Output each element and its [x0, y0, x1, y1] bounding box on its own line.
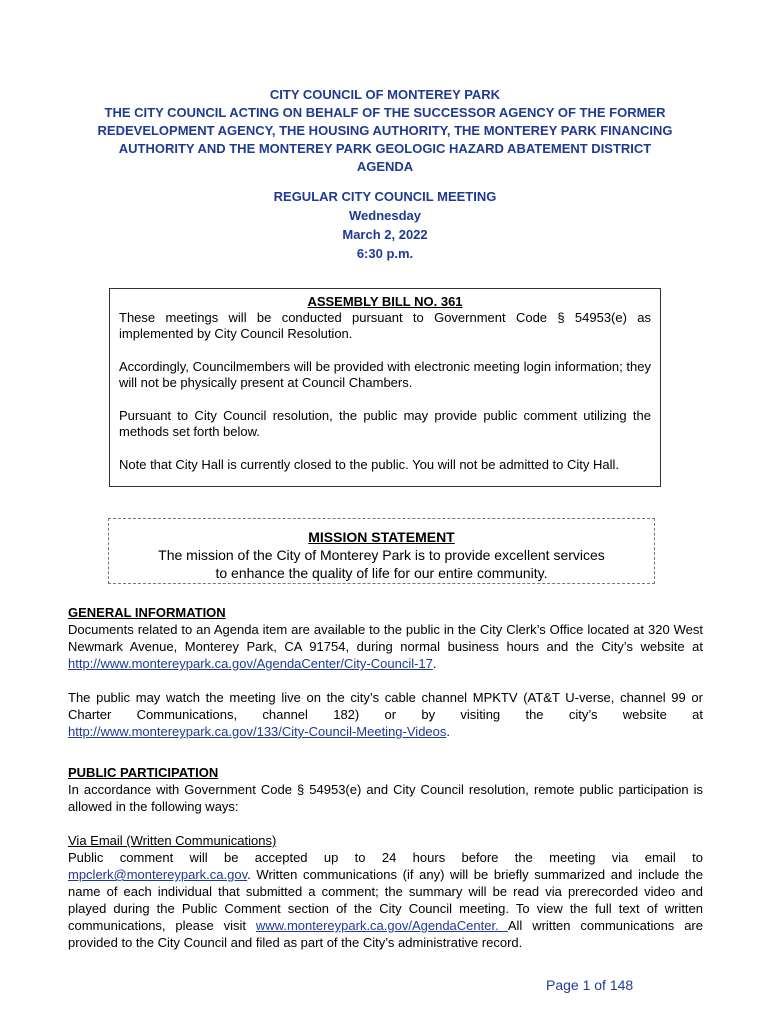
public-participation-intro: In accordance with Government Code § 54953(e) and City Council resolution, remote public participation is allowed in the following ways: — [68, 782, 703, 814]
general-info-para-1 — [68, 621, 703, 672]
header-line-3: REDEVELOPMENT AGENCY, THE HOUSING AUTHORITY, THE MONTEREY PARK FINANCING — [97, 123, 673, 138]
assembly-bill-box — [109, 288, 661, 487]
meeting-date: March 2, 2022 — [342, 227, 428, 242]
assembly-bill-title: ASSEMBLY BILL NO. 361 — [307, 294, 463, 309]
email-text-1: Public comment will be accepted up to 24 hours before the meeting via email to — [68, 850, 703, 865]
assembly-bill-para-4: Note that City Hall is currently closed to the public. You will not be admitted to City Hall. — [119, 457, 620, 472]
mission-line-2: to enhance the quality of life for our entire community. — [215, 565, 548, 581]
header-line-2: THE CITY COUNCIL ACTING ON BEHALF OF THE SUCCESSOR AGENCY OF THE FORMER — [104, 105, 666, 120]
assembly-bill-para-3: Pursuant to City Council resolution, the public may provide public comment utilizing the methods set forth below. — [119, 408, 651, 439]
email-section-title: Via Email (Written Communications) — [68, 833, 277, 848]
meeting-time: 6:30 p.m. — [356, 246, 414, 261]
general-info-para-2 — [68, 689, 703, 740]
meeting-videos-link[interactable]: http://www.montereypark.ca.gov/133/City-Council-Meeting-Videos — [68, 724, 447, 739]
general-info-text-1: Documents related to an Agenda item are available to the public in the City Clerk’s Office located at 320 West Newmark Avenue, Monterey Park, CA 91754, during normal business hours and the City’s website at — [68, 622, 703, 654]
agenda-center-link-2[interactable]: www.montereypark.ca.gov/AgendaCenter. — [255, 918, 508, 933]
general-information-title: GENERAL INFORMATION — [68, 605, 226, 620]
mission-statement-box — [108, 518, 655, 584]
general-information-section — [68, 604, 703, 740]
page-number: Page 1 of 148 — [546, 977, 634, 993]
assembly-bill-para-2: Accordingly, Councilmembers will be provided with electronic meeting login information; they will not be physically present at Council Chambers. — [119, 359, 651, 390]
general-info-end-2: . — [446, 724, 451, 739]
email-text-3: All written communications are provided to the City Council and filed as part of the City’s administrative record. — [68, 918, 703, 950]
meeting-day: Wednesday — [348, 208, 421, 223]
mission-line-1: The mission of the City of Monterey Park is to provide excellent services — [158, 547, 605, 563]
public-participation-section — [68, 764, 703, 951]
header-line-1: CITY COUNCIL OF MONTEREY PARK — [269, 87, 501, 102]
email-text-2: . Written communications (if any) will be briefly summarized and include the name of each individual that submitted a comment; the summary will be read via prerecorded video and played during the Public Comment section of the City Council meeting. To view the full text of written communications, please visit — [68, 867, 703, 933]
agenda-center-link[interactable]: http://www.montereypark.ca.gov/AgendaCenter/City-Council-17 — [68, 656, 433, 671]
header-line-5: AGENDA — [356, 159, 414, 174]
general-info-text-2: The public may watch the meeting live on the city’s cable channel MPKTV (AT&T U-verse, channel 99 or Charter Communications, channel 182) or by visiting the city’s website at — [68, 690, 703, 722]
general-info-end-1: . — [432, 656, 437, 671]
meeting-type: REGULAR CITY COUNCIL MEETING — [273, 189, 497, 204]
mission-title: MISSION STATEMENT — [308, 529, 455, 545]
email-section-text — [68, 849, 703, 951]
meeting-info — [0, 187, 770, 263]
public-participation-title: PUBLIC PARTICIPATION — [68, 765, 219, 780]
agenda-header — [60, 86, 710, 176]
assembly-bill-para-1: These meetings will be conducted pursuant to Government Code § 54953(e) as implemented by City Council Resolution. — [119, 310, 651, 341]
header-line-4: AUTHORITY AND THE MONTEREY PARK GEOLOGIC HAZARD ABATEMENT DISTRICT — [118, 141, 652, 156]
clerk-email-link[interactable]: mpclerk@montereypark.ca.gov — [68, 867, 248, 882]
